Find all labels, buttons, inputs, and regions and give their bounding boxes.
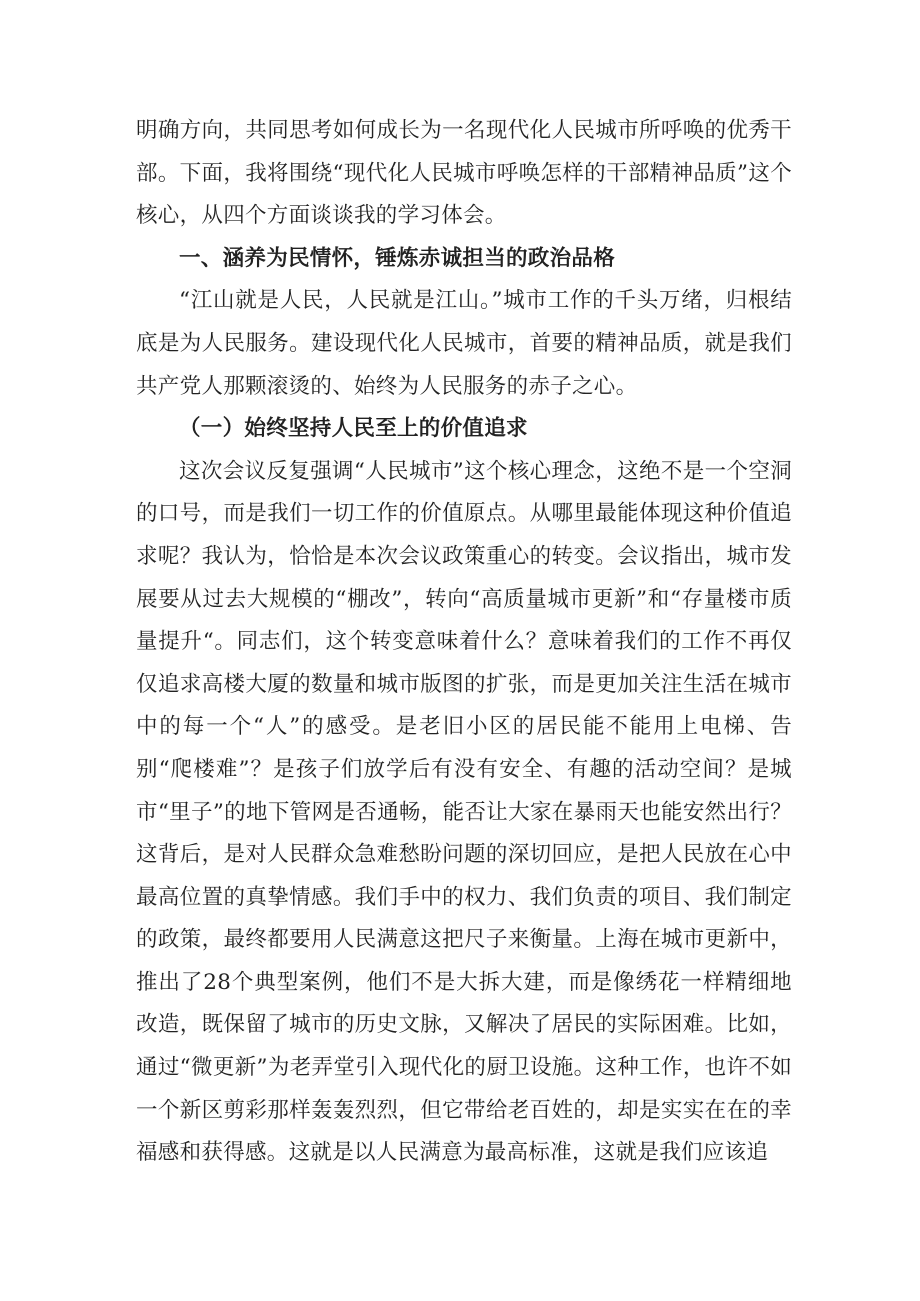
intro-continuation-paragraph: 明确方向，共同思考如何成长为一名现代化人民城市所呼唤的优秀干部。下面，我将围绕“现代化人民城市呼唤怎样的干部精神品质”这个核心，从四个方面谈谈我的学习体会。 [136,118,792,229]
subsection-1-1-paragraph: 这次会议反复强调“人民城市”这个核心理念，这绝不是一个空洞的口号，而是我们一切工作的价值原点。从哪里最能体现这种价值追求呢？我认为，恰恰是本次会议政策重心的转变。会议指出，城市发展要从过去大规模的“棚改”，转向“高质量城市更新”和“存量楼市质量提升“。同志们，这个转变意味着什么？意味着我们的工作不再仅仅追求高楼大厦的数量和城市版图的扩张，而是更加关注生活在城市中的每一个“人”的感受。是老旧小区的居民能不能用上电梯、告别“爬楼难”？是孩子们放学后有没有安全、有趣的活动空间？是城市“里子”的地下管网是否通畅，能否让大家在暴雨天也能安然出行？这背后，是对人民群众急难愁盼问题的深切回应，是把人民放在心中最高位置的真挚情感。我们手中的权力、我们负责的项目、我们制定的政策，最终都要用人民满意这把尺子来衡量。上海在城市更新中，推出了28个典型案例，他们不是大拆大建，而是像绣花一样精细地改造，既保留了城市的历史文脉，又解决了居民的实际困难。比如，通过“微更新”为老弄堂引入现代化的厨卫设施。这种工作，也许不如一个新区剪彩那样轰轰烈烈，但它带给老百姓的，却是实实在在的幸福感和获得感。这就是以人民满意为最高标准，这就是我们应该追 [136,458,792,1166]
section-heading-1: 一、涵养为民情怀，锤炼赤诚担当的政治品格 [179,245,616,271]
section-1-intro-paragraph: “江山就是人民，人民就是江山。”城市工作的千头万绪，归根结底是为人民服务。建设现代化人民城市，首要的精神品质，就是我们共产党人那颗滚烫的、始终为人民服务的赤子之心。 [136,288,792,399]
subsection-heading-1-1: （一）始终坚持人民至上的价值追求 [179,416,528,442]
document-body [136,110,792,1175]
